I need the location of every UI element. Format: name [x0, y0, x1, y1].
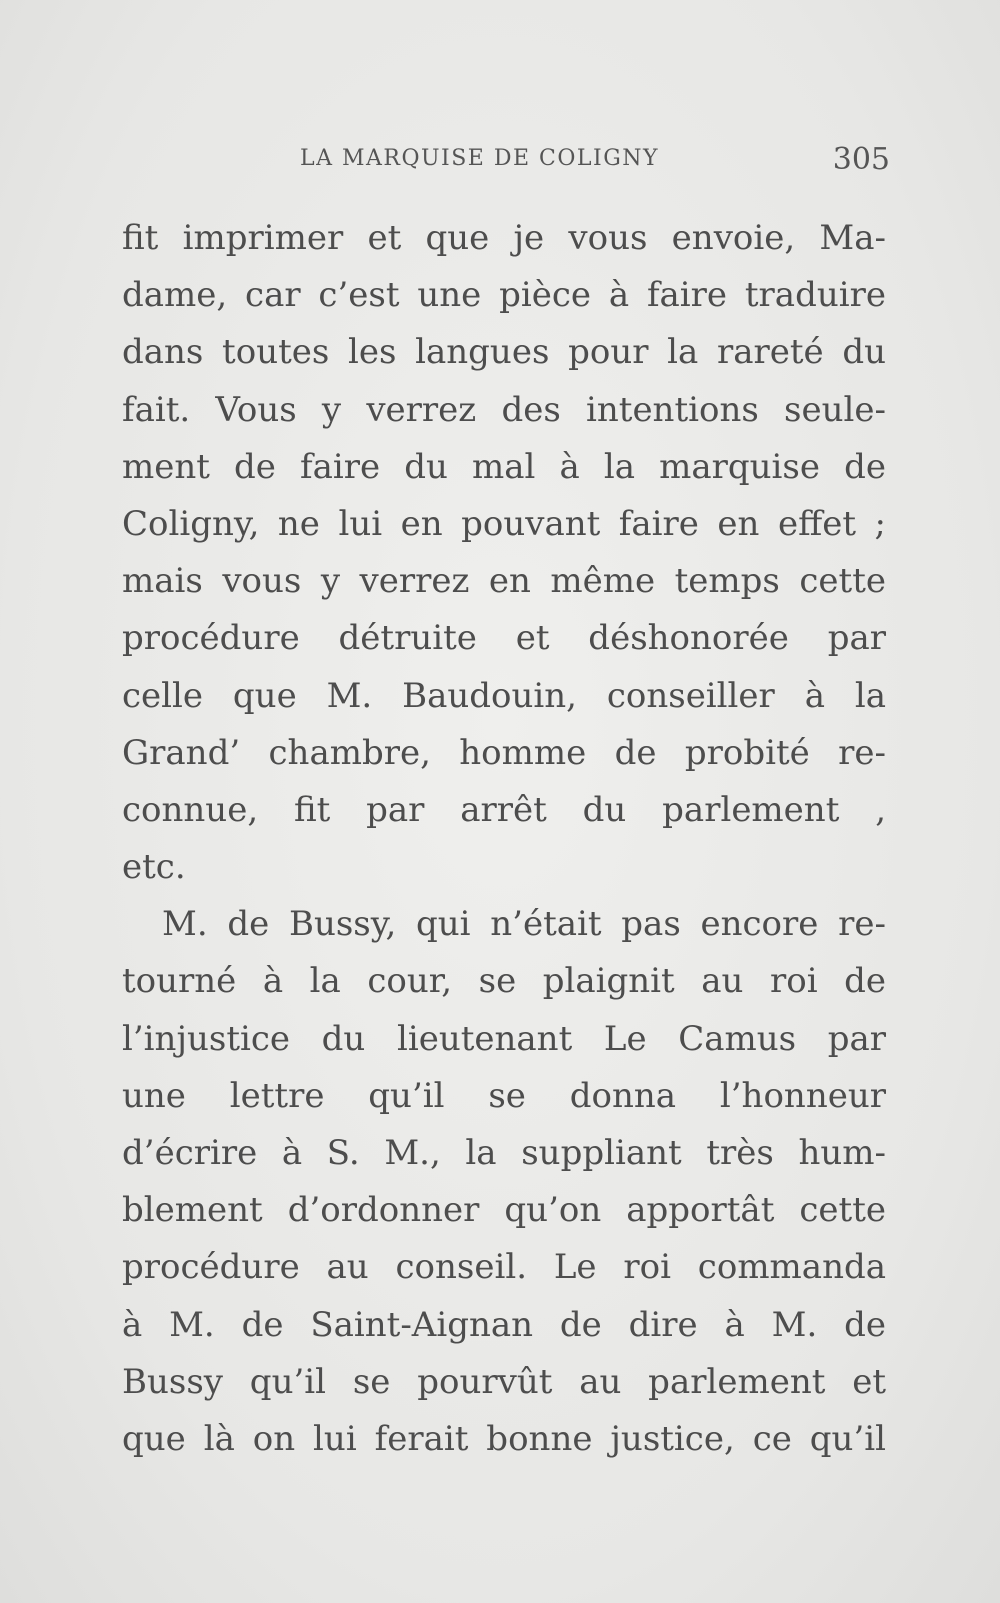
- text-line: blement d’ordonner qu’on apportât cette: [122, 1190, 886, 1231]
- text-line: dans toutes les langues pour la rareté du: [122, 332, 886, 373]
- text-line: tourné à la cour, se plaignit au roi de: [122, 961, 886, 1002]
- text-line: fait. Vous y verrez des intentions seule-: [122, 389, 886, 430]
- running-title: LA MARQUISE DE COLIGNY: [300, 146, 660, 171]
- text-line: etc.: [122, 847, 186, 888]
- text-line: une lettre qu’il se donna l’honneur: [122, 1075, 886, 1116]
- running-head: [122, 142, 890, 186]
- text-line: fit imprimer et que je vous envoie, Ma-: [122, 218, 886, 258]
- text-line: mais vous y verrez en même temps cette: [122, 561, 886, 602]
- text-line: l’injustice du lieutenant Le Camus par: [122, 1018, 886, 1059]
- text-line: procédure détruite et déshonorée par: [122, 618, 886, 659]
- text-line: ment de faire du mal à la marquise de: [122, 446, 886, 487]
- text-line: connue, fit par arrêt du parlement ,: [122, 789, 886, 830]
- text-line: Coligny, ne lui en pouvant faire en effet ;: [122, 503, 886, 544]
- page-number: 305: [832, 142, 890, 177]
- text-line: Bussy qu’il se pourvût au parlement et: [122, 1361, 886, 1402]
- text-line: procédure au conseil. Le roi commanda: [122, 1247, 886, 1288]
- text-line: celle que M. Baudouin, conseiller à la: [122, 675, 886, 716]
- text-line: à M. de Saint-Aignan de dire à M. de: [122, 1304, 886, 1345]
- text-line: d’écrire à S. M., la suppliant très hum-: [122, 1133, 886, 1173]
- text-line: Grand’ chambre, homme de probité re-: [122, 732, 886, 773]
- text-line: M. de Bussy, qui n’était pas encore re-: [162, 904, 886, 945]
- text-line: que là on lui ferait bonne justice, ce qu’il: [122, 1418, 886, 1459]
- body-text: [122, 210, 886, 1468]
- text-line: dame, car c’est une pièce à faire traduire: [122, 275, 886, 316]
